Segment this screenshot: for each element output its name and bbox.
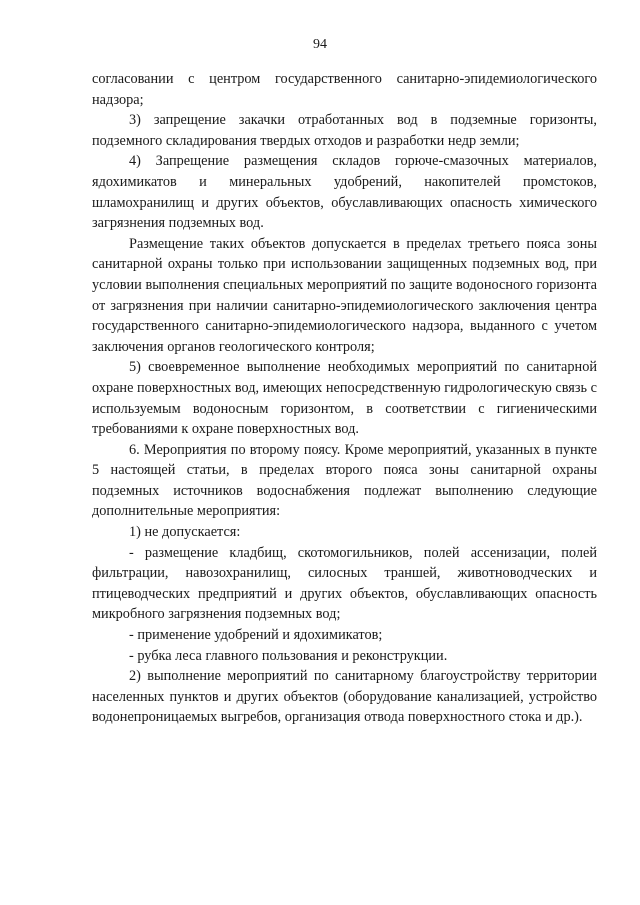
document-body [92,69,597,728]
paragraph: согласовании с центром государственного санитарно-эпидемиологического надзора; [92,71,597,108]
paragraph: - применение удобрений и ядохимикатов; [129,627,383,644]
paragraph: 3) запрещение закачки отработанных вод в подземные горизонты, подземного складирования твердых отходов и разработки недр земли; [92,112,597,149]
paragraph: 1) не допускается: [129,524,241,541]
paragraph: 6. Мероприятия по второму поясу. Кроме мероприятий, указанных в пункте 5 настоящей статьи, в пределах второго пояса зоны санитарной охраны подземных источников водоснабжения подлежат выполнению следующие дополнительные мероприятия: [92,441,597,520]
paragraph: 5) своевременное выполнение необходимых мероприятий по санитарной охране поверхностных вод, имеющих непосредственную гидрологическую связь с используемым водоносным горизонтом, в соответствии с гигиеническими требованиями к охране поверхностных вод. [92,359,597,438]
page-number: 94 [313,37,327,52]
paragraph: Размещение таких объектов допускается в пределах третьего пояса зоны санитарной охраны только при использовании защищенных подземных вод, при условии выполнения специальных мероприятий по защите водоносного горизонта от загрязнения при наличии санитарно-эпидемиологического заключения центра государственного санитарно-эпидемиологического надзора, выданного с учетом заключения органов геологического контроля; [92,235,597,355]
paragraph: 2) выполнение мероприятий по санитарному благоустройству территории населенных пунктов и других объектов (оборудование канализацией, устройство водонепроницаемых выгребов, организация отвода поверхностного стока и др.). [92,668,597,726]
paragraph: - рубка леса главного пользования и реконструкции. [129,647,448,664]
paragraph: 4) Запрещение размещения складов горюче-смазочных материалов, ядохимикатов и минеральных удобрений, накопителей промстоков, шламохранилищ и других объектов, обуславливающих опасность химического загрязнения подземных вод. [92,153,597,232]
paragraph: - размещение кладбищ, скотомогильников, полей ассенизации, полей фильтрации, навозохранилищ, силосных траншей, животноводческих и птицеводческих предприятий и других объектов, обуславливающих опасность микробного загрязнения подземных вод; [92,544,597,623]
